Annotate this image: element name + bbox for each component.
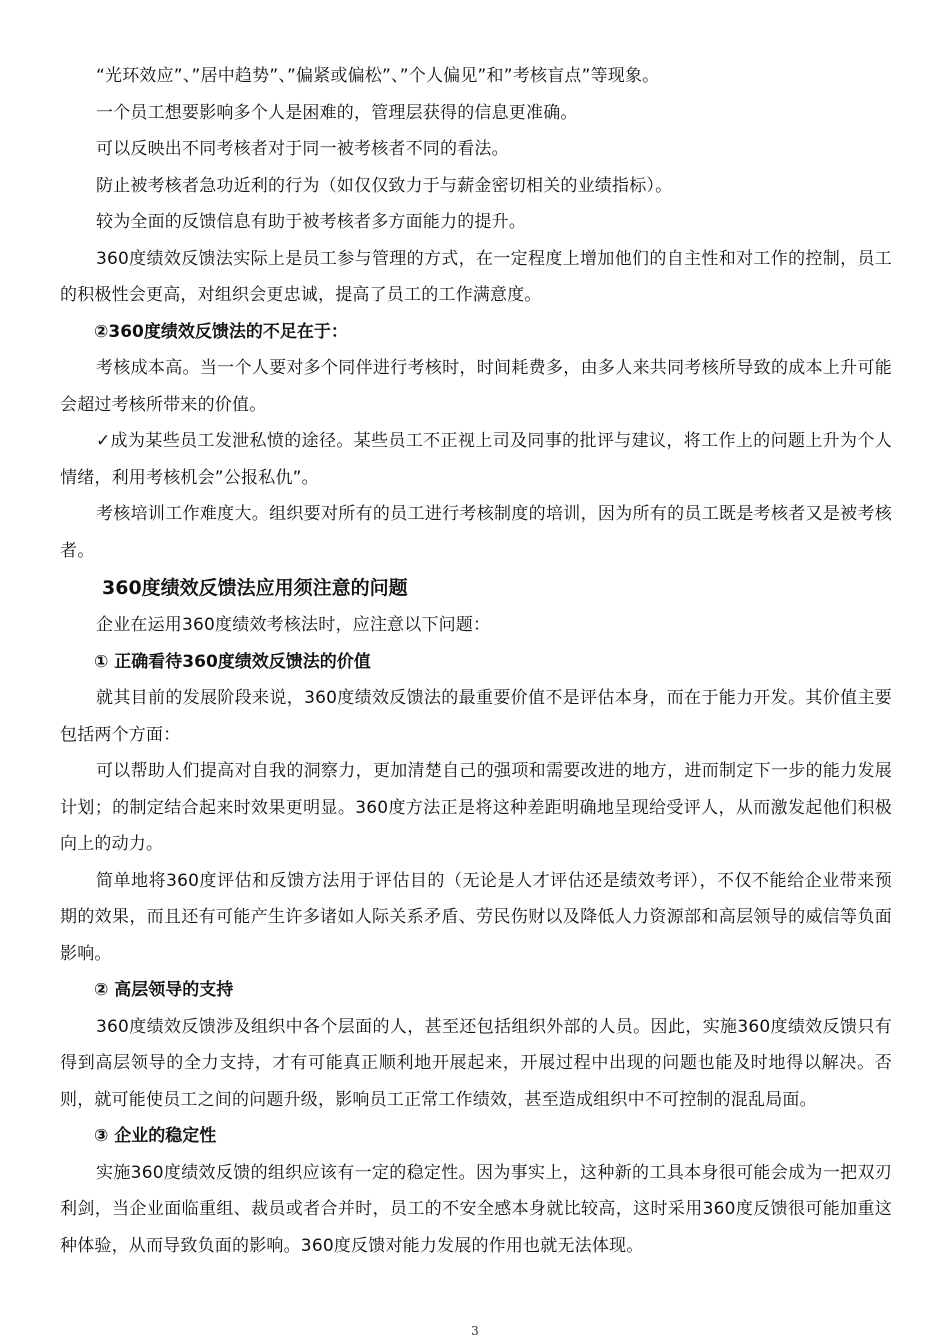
item1-heading: ① 正确看待360度绩效反馈法的价值 <box>94 651 371 672</box>
paragraph: 可以帮助人们提高对自我的洞察力，更加清楚自己的强项和需要改进的地方，进而制定下一步的能力发展计划；的制定结合起来时效果更明显。360度方法正是将这种差距明确地呈现给受评人，从而激发起他们积极向上的动力。 <box>60 761 892 854</box>
page-number: 3 <box>471 1324 479 1338</box>
item3-heading: ③ 企业的稳定性 <box>94 1126 217 1146</box>
paragraph: 防止被考核者急功近利的行为（如仅仅致力于与薪金密切相关的业绩指标）。 <box>96 175 673 196</box>
paragraph: 简单地将360度评估和反馈方法用于评估目的（无论是人才评估还是绩效考评），不仅不能给企业带来预期的效果，而且还有可能产生许多诸如人际关系矛盾、劳民伤财以及降低人力资源部和高层领导的威信等负面影响。 <box>60 870 892 964</box>
paragraph: 实施360度绩效反馈的组织应该有一定的稳定性。因为事实上，这种新的工具本身很可能会成为一把双刃利剑，当企业面临重组、裁员或者合并时，员工的不安全感本身就比较高，这时采用360度反馈很可能加重这种体验，从而导致负面的影响。360度反馈对能力发展的作用也就无法体现。 <box>60 1162 892 1256</box>
paragraph: “光环效应”、”居中趋势”、”偏紧或偏松”、”个人偏见”和”考核盲点”等现象。 <box>96 66 660 86</box>
paragraph: 较为全面的反馈信息有助于被考核者多方面能力的提升。 <box>96 212 526 232</box>
paragraph: 就其目前的发展阶段来说，360度绩效反馈法的最重要价值不是评估本身，而在于能力开发。其价值主要包括两个方面： <box>60 688 892 745</box>
paragraph: 360度绩效反馈涉及组织中各个层面的人，甚至还包括组织外部的人员。因此，实施360度绩效反馈只有得到高层领导的全力支持，才有可能真正顺利地开展起来，开展过程中出现的问题也能及时地得以解决。否则，就可能使员工之间的问题升级，影响员工正常工作绩效，甚至造成组织中不可控制的混乱局面。 <box>60 1016 892 1110</box>
document-page <box>60 58 892 1264</box>
paragraph: 360度绩效反馈法实际上是员工参与管理的方式，在一定程度上增加他们的自主性和对工作的控制，员工的积极性会更高，对组织会更忠诚，提高了员工的工作满意度。 <box>60 248 892 305</box>
item2-heading: ② 高层领导的支持 <box>94 980 234 1000</box>
paragraph: 一个员工想要影响多个人是困难的，管理层获得的信息更准确。 <box>96 102 578 123</box>
paragraph: 可以反映出不同考核者对于同一被考核者不同的看法。 <box>96 139 509 159</box>
paragraph: ✓成为某些员工发泄私愤的途径。某些员工不正视上司及同事的批评与建议，将工作上的问题上升为个人情绪，利用考核机会”公报私仇”。 <box>60 431 892 488</box>
section-title: 360度绩效反馈法应用须注意的问题 <box>102 577 408 599</box>
paragraph: 考核培训工作难度大。组织要对所有的员工进行考核制度的培训，因为所有的员工既是考核者又是被考核者。 <box>60 504 892 561</box>
paragraph: 考核成本高。当一个人要对多个同伴进行考核时，时间耗费多，由多人来共同考核所导致的成本上升可能会超过考核所带来的价值。 <box>60 358 892 415</box>
intro-paragraph: 企业在运用360度绩效考核法时，应注意以下问题： <box>96 615 491 635</box>
shortcomings-heading: ②360度绩效反馈法的不足在于： <box>94 321 348 342</box>
